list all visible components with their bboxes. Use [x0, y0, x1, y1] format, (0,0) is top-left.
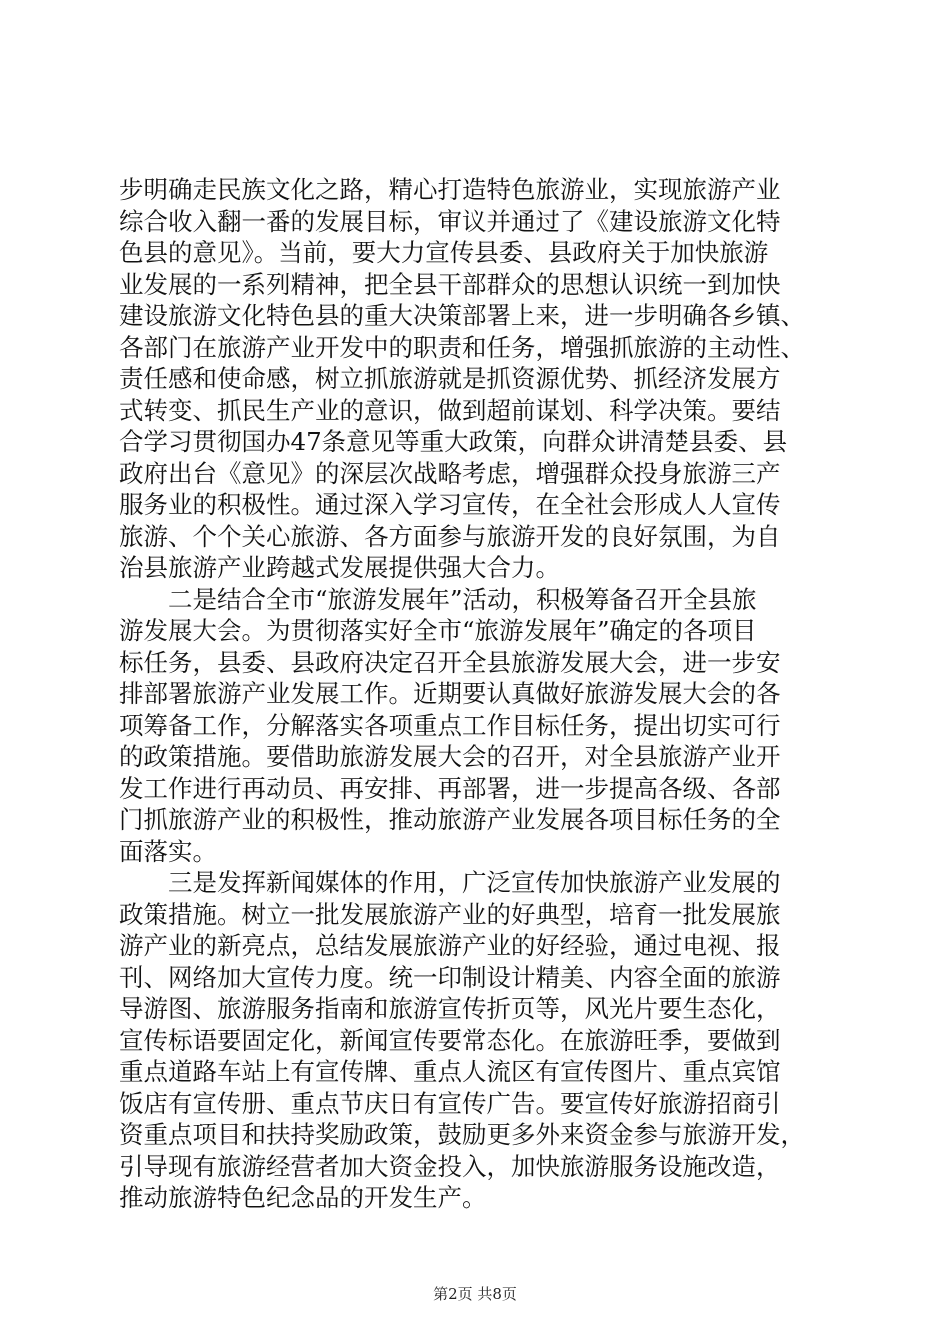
text-line: 刊、网络加大宣传力度。统一印制设计精美、内容全面的旅游: [119, 962, 781, 992]
text-line: 步明确走民族文化之路，精心打造特色旅游业，实现旅游产业: [119, 175, 781, 204]
text-line: 合学习贯彻国办47条意见等重大政策，向群众讲清楚县委、县: [119, 427, 788, 456]
text-line: 服务业的积极性。通过深入学习宣传，在全社会形成人人宣传: [119, 490, 781, 519]
text-line: 色县的意见》。当前，要大力宣传县委、县政府关于加快旅游: [119, 238, 769, 267]
text-line: 面落实。: [119, 836, 217, 866]
text-line: 游发展大会。为贯彻落实好全市“旅游发展年”确定的各项目: [119, 616, 757, 645]
text-line: 标任务，县委、县政府决定召开全县旅游发展大会，进一步安: [119, 647, 781, 677]
text-line: 政府出台《意见》的深层次战略考虑，增强群众投身旅游三产: [119, 458, 781, 488]
text-line: 式转变、抓民生产业的意识，做到超前谋划、科学决策。要结: [119, 395, 781, 425]
text-line: 建设旅游文化特色县的重大决策部署上来，进一步明确各乡镇、: [119, 301, 805, 330]
text-line: 旅游、个个关心旅游、各方面参与旅游开发的良好氛围，为自: [119, 521, 781, 551]
text-line: 业发展的一系列精神，把全县干部群众的思想认识统一到加快: [119, 269, 781, 299]
text-line: 综合收入翻一番的发展目标，审议并通过了《建设旅游文化特: [119, 206, 781, 236]
text-line: 门抓旅游产业的积极性，推动旅游产业发展各项目标任务的全: [119, 805, 781, 834]
page-footer: 第2页 共8页: [433, 1285, 517, 1303]
text-line: 推动旅游特色纪念品的开发生产。: [119, 1183, 487, 1212]
text-line: 治县旅游产业跨越式发展提供强大合力。: [119, 553, 560, 582]
text-line: 重点道路车站上有宣传牌、重点人流区有宣传图片、重点宾馆: [119, 1057, 781, 1086]
text-line: 宣传标语要固定化，新闻宣传要常态化。在旅游旺季，要做到: [119, 1025, 781, 1055]
text-line: 的政策措施。要借助旅游发展大会的召开，对全县旅游产业开: [119, 742, 781, 771]
text-line: 三是发挥新闻媒体的作用，广泛宣传加快旅游产业发展的: [119, 868, 781, 897]
text-line: 引导现有旅游经营者加大资金投入，加快旅游服务设施改造，: [119, 1151, 781, 1181]
text-line: 游产业的新亮点，总结发展旅游产业的好经验，通过电视、报: [119, 931, 781, 960]
body-text: [119, 174, 833, 1214]
text-line: 二是结合全市“旅游发展年”活动，积极筹备召开全县旅: [119, 584, 757, 614]
text-line: 项筹备工作，分解落实各项重点工作目标任务，提出切实可行: [119, 710, 781, 740]
text-line: 各部门在旅游产业开发中的职责和任务，增强抓旅游的主动性、: [119, 332, 805, 362]
text-line: 发工作进行再动员、再安排、再部署，进一步提高各级、各部: [119, 773, 781, 803]
text-line: 资重点项目和扶持奖励政策，鼓励更多外来资金参与旅游开发，: [119, 1120, 805, 1149]
text-line: 责任感和使命感，树立抓旅游就是抓资源优势、抓经济发展方: [119, 364, 781, 393]
text-line: 导游图、旅游服务指南和旅游宣传折页等，风光片要生态化，: [119, 994, 781, 1023]
text-line: 排部署旅游产业发展工作。近期要认真做好旅游发展大会的各: [119, 679, 781, 708]
text-line: 政策措施。树立一批发展旅游产业的好典型，培育一批发展旅: [119, 899, 781, 929]
text-line: 饭店有宣传册、重点节庆日有宣传广告。要宣传好旅游招商引: [119, 1088, 781, 1118]
